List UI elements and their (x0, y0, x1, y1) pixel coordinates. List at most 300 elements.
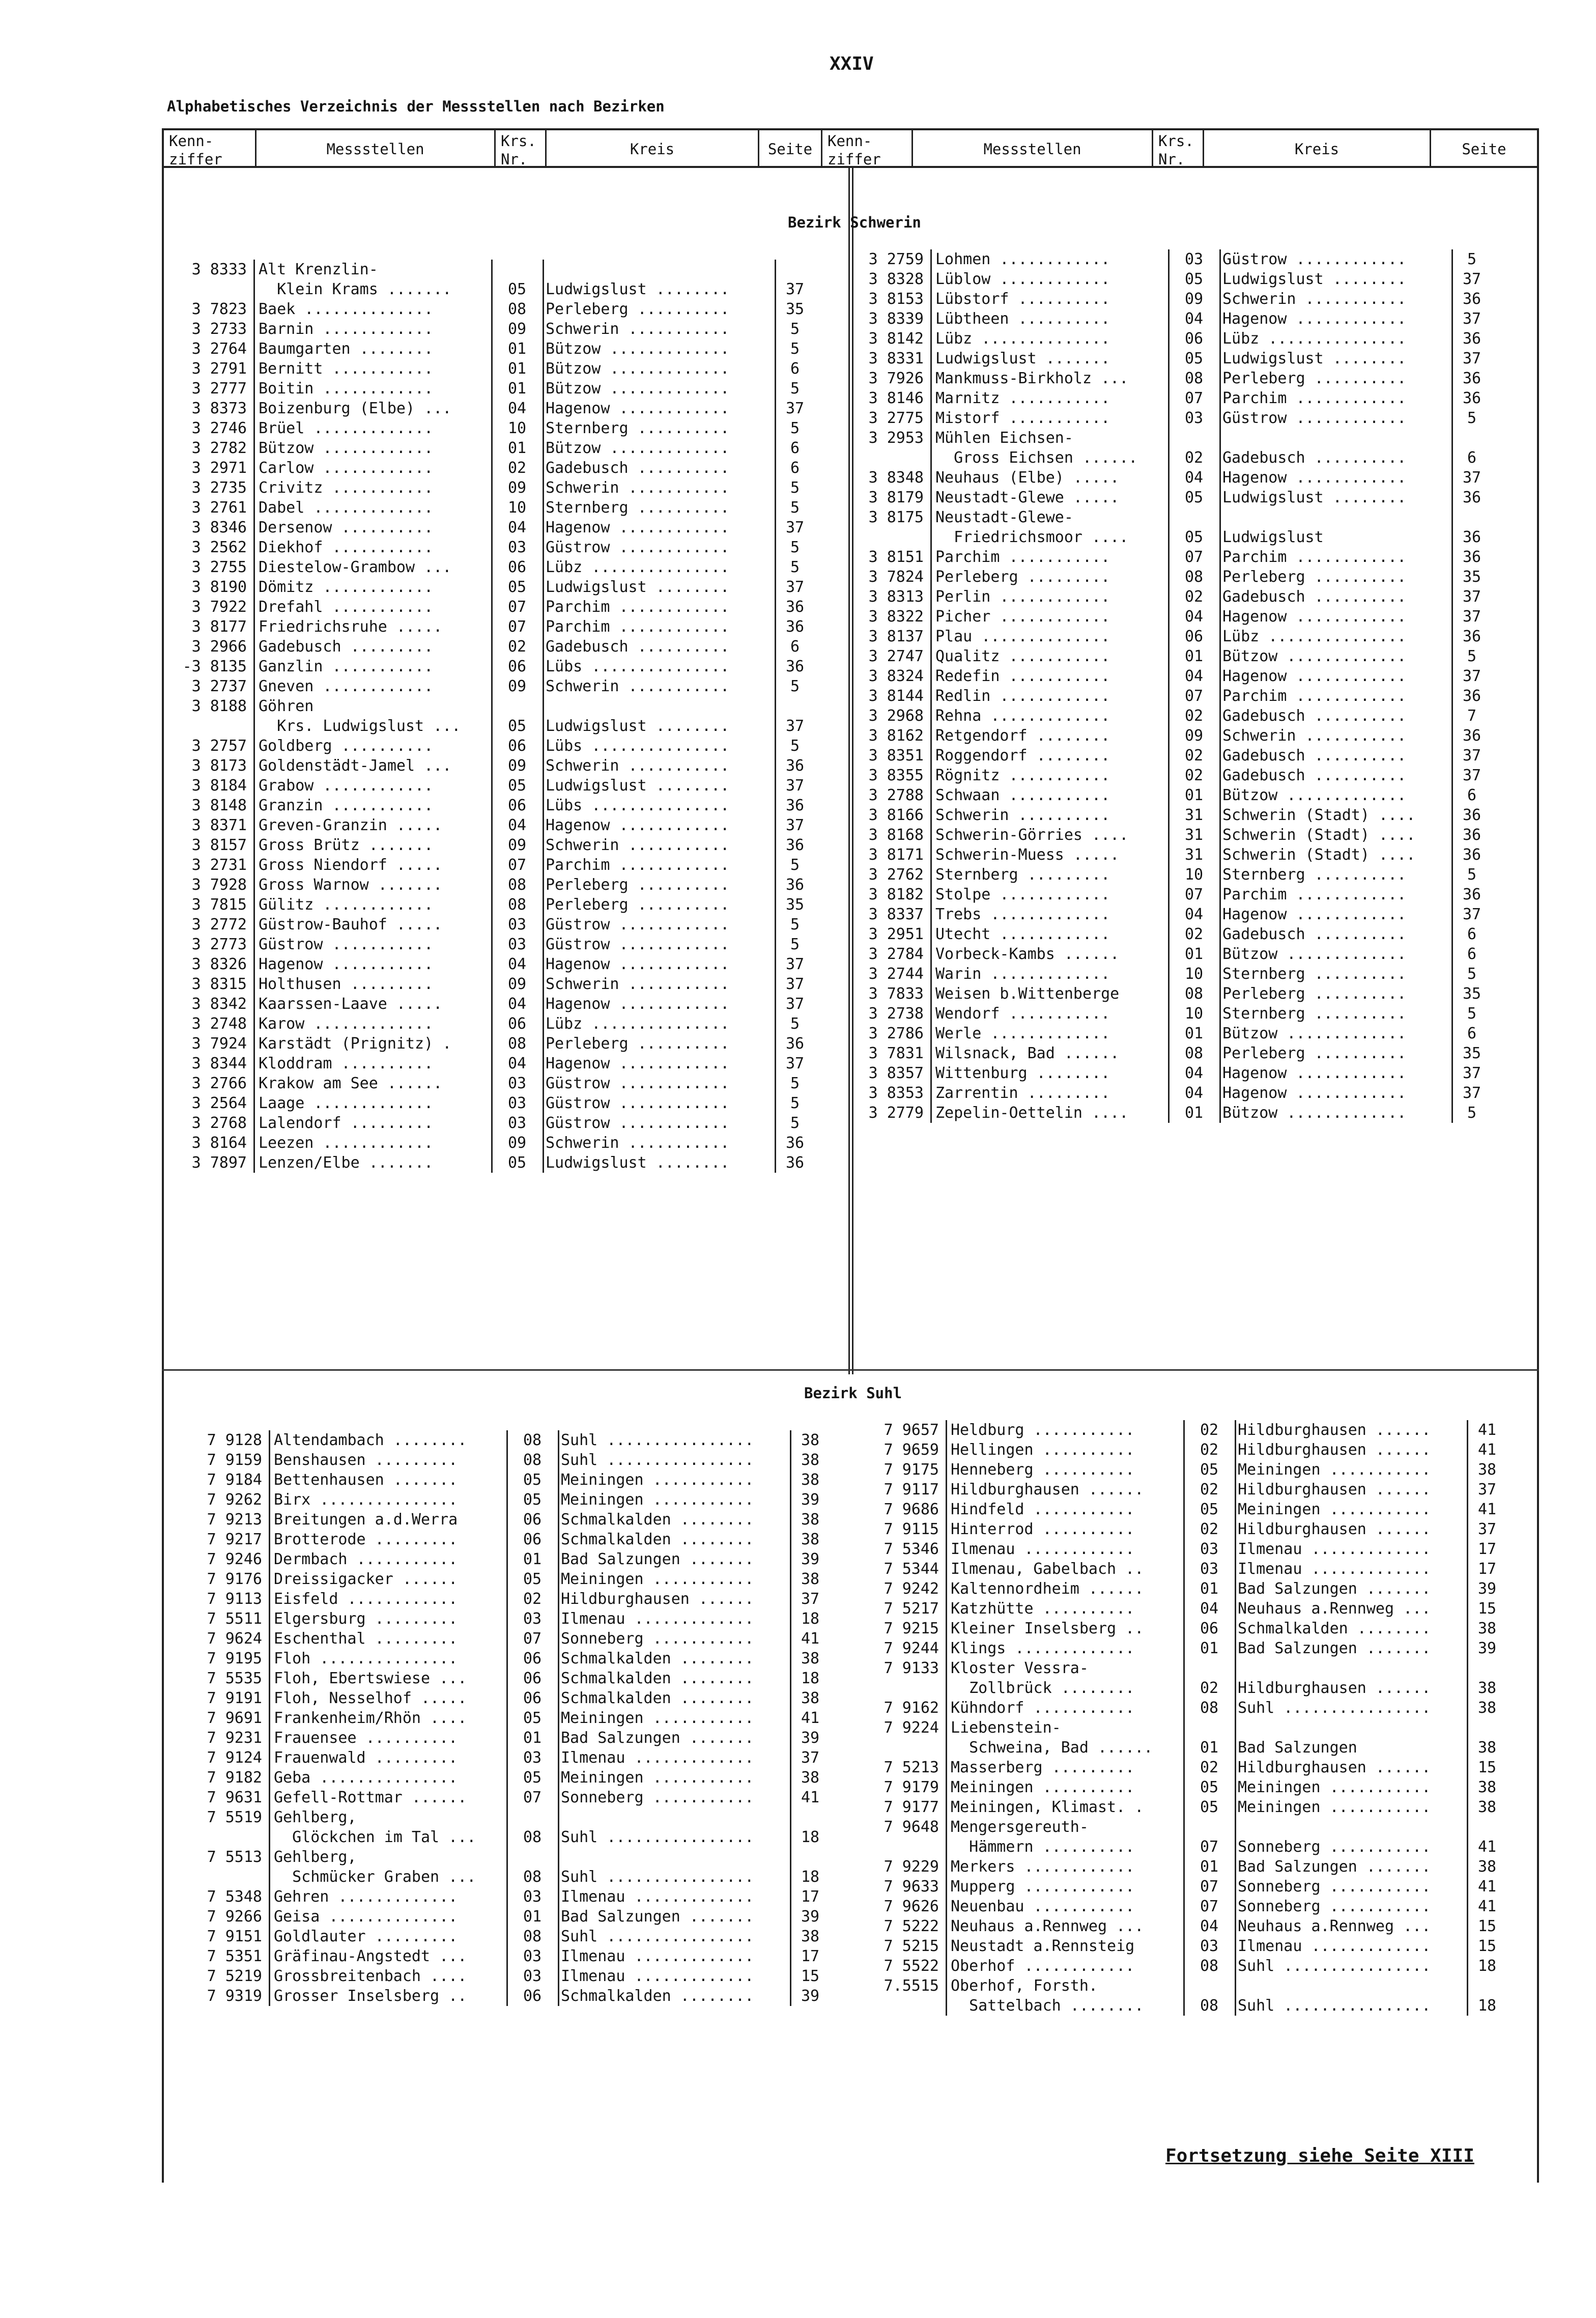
seite: 36 (785, 836, 805, 854)
messstelle-name-line: Eisfeld ............ (274, 1590, 458, 1608)
messstelle-name-line: Utecht ............ (935, 925, 1110, 943)
kennziffer: 3 7926 (868, 370, 924, 387)
krs-nr: 07 (507, 618, 527, 636)
kennziffer: 3 8168 (868, 826, 924, 844)
seite: 39 (801, 1987, 820, 2005)
krs-nr: 09 (1184, 290, 1204, 308)
messstelle-name-line: Granzin ........... (259, 797, 434, 814)
messstelle-name (274, 1450, 508, 1470)
messstelle-name-line: Meiningen .......... (951, 1778, 1135, 1796)
krs-nr: 08 (507, 896, 527, 914)
krs-nr: 04 (1200, 1917, 1219, 1935)
krs-nr: 09 (507, 757, 527, 775)
messstelle-name (259, 299, 493, 319)
kennziffer: 7 5219 (207, 1967, 262, 1985)
messstelle-name-line: Parchim ........... (935, 548, 1110, 566)
messstelle-name (274, 1887, 508, 1907)
kreis: Ilmenau ............. (561, 1749, 754, 1767)
kennziffer: 3 8157 (191, 836, 247, 854)
kreis: Parchim ............ (1222, 886, 1407, 903)
kreis: Perleberg .......... (1222, 568, 1407, 586)
seite: 5 (790, 499, 800, 517)
kennziffer: 7 9624 (207, 1630, 262, 1648)
kreis: Suhl ................ (561, 1928, 754, 1945)
kreis: Ilmenau ............. (1238, 1937, 1431, 1955)
krs-nr: 07 (1200, 1838, 1219, 1856)
kennziffer: 7 9244 (884, 1639, 939, 1657)
seite: 37 (801, 1749, 820, 1767)
kreis: Bützow ............. (546, 439, 730, 457)
seite: 18 (801, 1828, 820, 1846)
krs-nr: 03 (1184, 409, 1204, 427)
kreis: Hagenow ............ (1222, 469, 1407, 487)
section-title-schwerin: Bezirk Schwerin (788, 214, 921, 231)
messstelle-name-line: Mühlen Eichsen- (935, 429, 1073, 447)
messstelle-name-line: Zepelin-Oettelin .... (935, 1104, 1129, 1122)
messstelle-name-line: Masserberg ......... (951, 1759, 1135, 1776)
kennziffer: 7 5535 (207, 1670, 262, 1687)
messstelle-name (259, 359, 493, 379)
messstelle-name-line: Grossbreitenbach .... (274, 1967, 467, 1985)
column-rule (491, 260, 493, 1173)
kreis: Hildburghausen ...... (561, 1590, 754, 1608)
kreis: Güstrow ............ (546, 1075, 730, 1092)
messstelle-name (274, 1649, 508, 1669)
kennziffer: 3 2761 (191, 499, 247, 517)
krs-nr: 02 (1200, 1421, 1219, 1439)
messstelle-name-line: Ludwigslust ....... (935, 350, 1110, 368)
krs-nr: 01 (1184, 647, 1204, 665)
seite: 36 (785, 1035, 805, 1053)
seite: 41 (1477, 1441, 1497, 1459)
messstelle-name-line: Dermbach ........... (274, 1550, 458, 1568)
kreis: Ludwigslust ........ (546, 280, 730, 298)
kennziffer: 7 9175 (884, 1461, 939, 1479)
kreis: Suhl ................ (1238, 1997, 1431, 2015)
kreis: Meiningen ........... (1238, 1798, 1431, 1816)
messstelle-name-line: Dömitz ............ (259, 578, 434, 596)
messstelle-name-line: Kleiner Inselsberg .. (951, 1620, 1144, 1637)
kennziffer: 3 8146 (868, 389, 924, 407)
messstelle-name (259, 557, 493, 577)
krs-nr: 03 (1200, 1540, 1219, 1558)
messstelle-name-line: Laage ............. (259, 1094, 434, 1112)
krs-nr: 05 (507, 1154, 527, 1172)
page-number: XXIV (830, 53, 874, 74)
kreis: Meiningen ........... (561, 1570, 754, 1588)
messstelle-name (259, 577, 493, 597)
kreis: Güstrow ............ (546, 936, 730, 953)
kreis: Gadebusch .......... (1222, 925, 1407, 943)
messstelle-name-line: Weisen b.Wittenberge (935, 985, 1120, 1003)
kennziffer: 3 8313 (868, 588, 924, 606)
kennziffer: 3 2757 (191, 737, 247, 755)
kreis: Schwerin ........... (546, 320, 730, 338)
kennziffer: 3 2768 (191, 1114, 247, 1132)
messstelle-name-line: Glöckchen im Tal ... (274, 1828, 476, 1846)
kreis: Sternberg .......... (1222, 1005, 1407, 1023)
seite: 18 (801, 1670, 820, 1687)
seite: 6 (790, 459, 800, 477)
messstelle-name-line: Frauenwald ......... (274, 1749, 458, 1767)
krs-nr: 10 (1184, 866, 1204, 884)
kreis: Bad Salzungen ....... (1238, 1580, 1431, 1598)
seite: 37 (785, 777, 805, 795)
messstelle-name (259, 1133, 493, 1153)
messstelle-name-line: Vorbeck-Kambs ...... (935, 945, 1120, 963)
kennziffer: 3 8328 (868, 270, 924, 288)
messstelle-name-line: Meiningen, Klimast. . (951, 1798, 1144, 1816)
kennziffer: 7 9133 (884, 1659, 939, 1677)
messstelle-name (274, 1530, 508, 1549)
krs-nr: 31 (1184, 806, 1204, 824)
kennziffer: 3 2782 (191, 439, 247, 457)
krs-nr: 09 (507, 479, 527, 497)
messstelle-name (259, 994, 493, 1014)
seite: 5 (790, 340, 800, 358)
krs-nr: 03 (507, 1114, 527, 1132)
kreis: Sternberg .......... (546, 499, 730, 517)
messstelle-name (951, 1758, 1185, 1777)
seite: 36 (1462, 886, 1481, 903)
messstelle-name-line: Lüblow ............ (935, 270, 1110, 288)
kennziffer: 3 2731 (191, 856, 247, 874)
messstelle-name (259, 498, 493, 518)
seite: 6 (790, 638, 800, 656)
krs-nr: 05 (1184, 270, 1204, 288)
kreis: Hagenow ............ (546, 519, 730, 536)
messstelle-name-line: Goldberg .......... (259, 737, 434, 755)
kennziffer: 3 7897 (191, 1154, 247, 1172)
kennziffer: 7 9159 (207, 1451, 262, 1469)
kennziffer: 7 5213 (884, 1759, 939, 1776)
seite: 35 (1462, 985, 1481, 1003)
krs-nr: 02 (1184, 767, 1204, 784)
messstelle-name (274, 1768, 508, 1788)
seite: 36 (785, 1154, 805, 1172)
messstelle-name (259, 458, 493, 478)
seite: 5 (790, 1114, 800, 1132)
seite: 37 (1477, 1520, 1497, 1538)
messstelle-name (259, 1054, 493, 1073)
krs-nr: 01 (1184, 1104, 1204, 1122)
kreis: Suhl ................ (1238, 1699, 1431, 1717)
messstelle-name-line: Lübtheen .......... (935, 310, 1110, 328)
seite: 37 (785, 519, 805, 536)
krs-nr: 03 (523, 1947, 542, 1965)
kennziffer: 7 5522 (884, 1957, 939, 1975)
kennziffer: 3 8322 (868, 608, 924, 626)
kennziffer: 7 5217 (884, 1600, 939, 1618)
kennziffer: 7 9262 (207, 1491, 262, 1509)
krs-nr: 02 (1200, 1759, 1219, 1776)
messstelle-name-line: Marnitz ........... (935, 389, 1110, 407)
seite: 35 (785, 300, 805, 318)
messstelle-name (935, 944, 1170, 964)
seite: 6 (790, 439, 800, 457)
seite: 5 (790, 1094, 800, 1112)
kreis: Bad Salzungen (1238, 1739, 1357, 1757)
kennziffer: 7 9217 (207, 1531, 262, 1548)
messstelle-name (274, 1490, 508, 1510)
seite: 37 (1462, 667, 1481, 685)
krs-nr: 03 (523, 1967, 542, 1985)
seite: 6 (1467, 925, 1477, 943)
krs-nr: 06 (523, 1689, 542, 1707)
column-rule (1235, 1420, 1236, 2016)
messstelle-name (935, 349, 1170, 369)
krs-nr: 08 (1184, 985, 1204, 1003)
kennziffer: 3 2744 (868, 965, 924, 983)
kennziffer: 7 9648 (884, 1818, 939, 1836)
seite: 5 (790, 380, 800, 398)
kreis: Schwerin ........... (546, 836, 730, 854)
messstelle-name (259, 399, 493, 418)
messstelle-name-line: Werle ............. (935, 1025, 1110, 1042)
krs-nr: 05 (1200, 1461, 1219, 1479)
kreis: Ilmenau ............. (1238, 1540, 1431, 1558)
seite: 36 (1462, 548, 1481, 566)
messstelle-name-line: Kloddram .......... (259, 1055, 434, 1072)
krs-nr: 04 (507, 519, 527, 536)
krs-nr: 07 (523, 1630, 542, 1648)
messstelle-name-line: Mistorf ........... (935, 409, 1110, 427)
continuation-note: Fortsetzung siehe Seite XIII (1165, 2145, 1474, 2166)
messstelle-name-line: Birx ............... (274, 1491, 458, 1509)
kreis: Bützow ............. (1222, 1025, 1407, 1042)
messstelle-name (259, 438, 493, 458)
kreis: Ilmenau ............. (1238, 1560, 1431, 1578)
krs-nr: 31 (1184, 826, 1204, 844)
krs-nr: 04 (507, 400, 527, 417)
seite: 5 (1467, 1005, 1477, 1023)
seite: 41 (1477, 1878, 1497, 1896)
messstelle-name-line: Baek .............. (259, 300, 434, 318)
kennziffer: 7 9151 (207, 1928, 262, 1945)
messstelle-name-line: Breitungen a.d.Werra (274, 1511, 458, 1529)
krs-nr: 05 (507, 777, 527, 795)
header-kennziffer: Kenn- ziffer (164, 130, 256, 166)
messstelle-name-line: Elgersburg ......... (274, 1610, 458, 1628)
kennziffer: 3 7831 (868, 1044, 924, 1062)
messstelle-name (951, 1877, 1185, 1897)
seite: 38 (801, 1471, 820, 1489)
krs-nr: 02 (523, 1590, 542, 1608)
messstelle-name (935, 507, 1170, 547)
messstelle-name (935, 766, 1170, 785)
messstelle-name (951, 1718, 1185, 1758)
seite: 41 (1477, 1898, 1497, 1915)
seite: 17 (801, 1947, 820, 1965)
messstelle-name (951, 1897, 1185, 1916)
krs-nr: 04 (1184, 469, 1204, 487)
krs-nr: 03 (523, 1749, 542, 1767)
messstelle-name-line: Liebenstein- (951, 1719, 1061, 1737)
messstelle-name (259, 815, 493, 835)
messstelle-name-line: Lübstorf .......... (935, 290, 1110, 308)
messstelle-name (259, 895, 493, 915)
krs-nr: 01 (507, 439, 527, 457)
seite: 35 (785, 896, 805, 914)
kreis: Ludwigslust ........ (546, 1154, 730, 1172)
kreis: Bützow ............. (1222, 786, 1407, 804)
kreis: Perleberg .......... (546, 896, 730, 914)
messstelle-name-line: Wilsnack, Bad ...... (935, 1044, 1120, 1062)
krs-nr: 05 (523, 1471, 542, 1489)
messstelle-name-line: Zarrentin ......... (935, 1084, 1110, 1102)
messstelle-name (951, 1698, 1185, 1718)
seite: 5 (1467, 647, 1477, 665)
kreis: Sternberg .......... (546, 419, 730, 437)
kennziffer: 3 7928 (191, 876, 247, 894)
seite: 37 (1462, 469, 1481, 487)
messstelle-name (274, 1748, 508, 1768)
messstelle-name-line: Retgendorf ........ (935, 727, 1110, 745)
seite: 36 (1462, 389, 1481, 407)
kreis: Meiningen ........... (561, 1709, 754, 1727)
messstelle-name-line: Krakow am See ...... (259, 1075, 443, 1092)
seite: 37 (1462, 608, 1481, 626)
messstelle-name (935, 825, 1170, 845)
krs-nr: 05 (507, 280, 527, 298)
kreis: Schwerin ........... (546, 757, 730, 775)
krs-nr: 04 (507, 995, 527, 1013)
seite: 5 (790, 856, 800, 874)
krs-nr: 05 (1184, 528, 1204, 546)
krs-nr: 06 (523, 1511, 542, 1529)
kennziffer: 3 2562 (191, 539, 247, 556)
seite: 41 (1477, 1501, 1497, 1518)
messstelle-name-line: Gehren ............. (274, 1888, 458, 1906)
kreis: Schmalkalden ........ (1238, 1620, 1431, 1637)
messstelle-name (951, 1599, 1185, 1619)
krs-nr: 05 (507, 717, 527, 735)
kennziffer: 3 8184 (191, 777, 247, 795)
messstelle-name-line: Goldlauter ......... (274, 1928, 458, 1945)
messstelle-name-line: Dabel ............. (259, 499, 434, 517)
kennziffer: 3 8190 (191, 578, 247, 596)
kreis: Schwerin ........... (1222, 290, 1407, 308)
messstelle-name (935, 785, 1170, 805)
krs-nr: 05 (523, 1769, 542, 1787)
kreis: Neuhaus a.Rennweg ... (1238, 1600, 1431, 1618)
messstelle-name-line: Göhren (259, 697, 314, 715)
krs-nr: 01 (1200, 1580, 1219, 1598)
column-rule (1168, 249, 1170, 1123)
krs-nr: 04 (1184, 1064, 1204, 1082)
messstelle-name (274, 1986, 508, 2006)
messstelle-name (935, 329, 1170, 349)
seite: 5 (1467, 250, 1477, 268)
column-rule (1219, 249, 1221, 1123)
kennziffer: 3 8315 (191, 975, 247, 993)
kennziffer: 7 9231 (207, 1729, 262, 1747)
krs-nr: 08 (523, 1928, 542, 1945)
kreis: Hildburghausen ...... (1238, 1441, 1431, 1459)
kennziffer: 3 8353 (868, 1084, 924, 1102)
kennziffer: 7 9162 (884, 1699, 939, 1717)
messstelle-name-line: Holthusen ......... (259, 975, 434, 993)
messstelle-name-line: Gehlberg, (274, 1848, 357, 1866)
kreis: Schwerin (Stadt) .... (1222, 826, 1416, 844)
kennziffer: 3 7922 (191, 598, 247, 616)
messstelle-name-line: Rehna ............. (935, 707, 1110, 725)
kennziffer: 3 8344 (191, 1055, 247, 1072)
messstelle-name-line: Mengersgereuth- (951, 1818, 1089, 1836)
messstelle-name-line: Perleberg ......... (935, 568, 1110, 586)
seite: 41 (1477, 1838, 1497, 1856)
messstelle-name-line: Carlow ............ (259, 459, 434, 477)
kennziffer: 3 8151 (868, 548, 924, 566)
messstelle-name (935, 269, 1170, 289)
kennziffer: 3 8324 (868, 667, 924, 685)
kreis: Schmalkalden ........ (561, 1531, 754, 1548)
messstelle-name (259, 696, 493, 736)
kennziffer: 7 9657 (884, 1421, 939, 1439)
header-krs-nr: Krs. Nr. (496, 130, 547, 166)
kreis: Parchim ............ (1222, 548, 1407, 566)
seite: 37 (1462, 767, 1481, 784)
krs-nr: 06 (1184, 330, 1204, 348)
seite: 18 (1477, 1957, 1497, 1975)
seite: 17 (1477, 1540, 1497, 1558)
krs-nr: 09 (507, 836, 527, 854)
seite: 36 (785, 598, 805, 616)
column-rule (543, 260, 544, 1173)
seite: 36 (1462, 628, 1481, 645)
kreis: Güstrow ............ (1222, 250, 1407, 268)
kreis: Güstrow ............ (1222, 409, 1407, 427)
kreis: Lübz ............... (546, 558, 730, 576)
krs-nr: 08 (1184, 568, 1204, 586)
krs-nr: 07 (1184, 886, 1204, 903)
krs-nr: 01 (1200, 1739, 1219, 1757)
kennziffer: 3 2786 (868, 1025, 924, 1042)
seite: 35 (1462, 568, 1481, 586)
kennziffer: 3 2773 (191, 936, 247, 953)
seite: 5 (1467, 1104, 1477, 1122)
messstelle-name-line: Kaarssen-Laave ..... (259, 995, 443, 1013)
krs-nr: 02 (507, 459, 527, 477)
column-rule (775, 260, 776, 1173)
kennziffer: 3 2788 (868, 786, 924, 804)
messstelle-name (951, 1857, 1185, 1877)
messstelle-name-line: Hildburghausen ...... (951, 1481, 1144, 1499)
kennziffer: 3 2968 (868, 707, 924, 725)
messstelle-name-line: Hellingen .......... (951, 1441, 1135, 1459)
krs-nr: 05 (523, 1709, 542, 1727)
messstelle-name (259, 855, 493, 875)
kennziffer: 3 2762 (868, 866, 924, 884)
kreis: Güstrow ............ (546, 539, 730, 556)
table-header (162, 128, 1539, 168)
messstelle-name-line: Schwerin .......... (935, 806, 1110, 824)
kreis: Sonneberg ........... (1238, 1878, 1431, 1896)
kreis: Hagenow ............ (546, 955, 730, 973)
messstelle-name-line: Dreissigacker ...... (274, 1570, 458, 1588)
seite: 37 (1477, 1481, 1497, 1499)
kreis: Suhl ................ (1238, 1957, 1431, 1975)
krs-nr: 06 (507, 658, 527, 675)
kennziffer: 7 9191 (207, 1689, 262, 1707)
krs-nr: 02 (1184, 707, 1204, 725)
krs-nr: 10 (507, 419, 527, 437)
seite: 15 (1477, 1917, 1497, 1935)
seite: 7 (1467, 707, 1477, 725)
seite: 38 (1477, 1778, 1497, 1796)
kreis: Bützow ............. (1222, 945, 1407, 963)
kreis: Schmalkalden ........ (561, 1689, 754, 1707)
